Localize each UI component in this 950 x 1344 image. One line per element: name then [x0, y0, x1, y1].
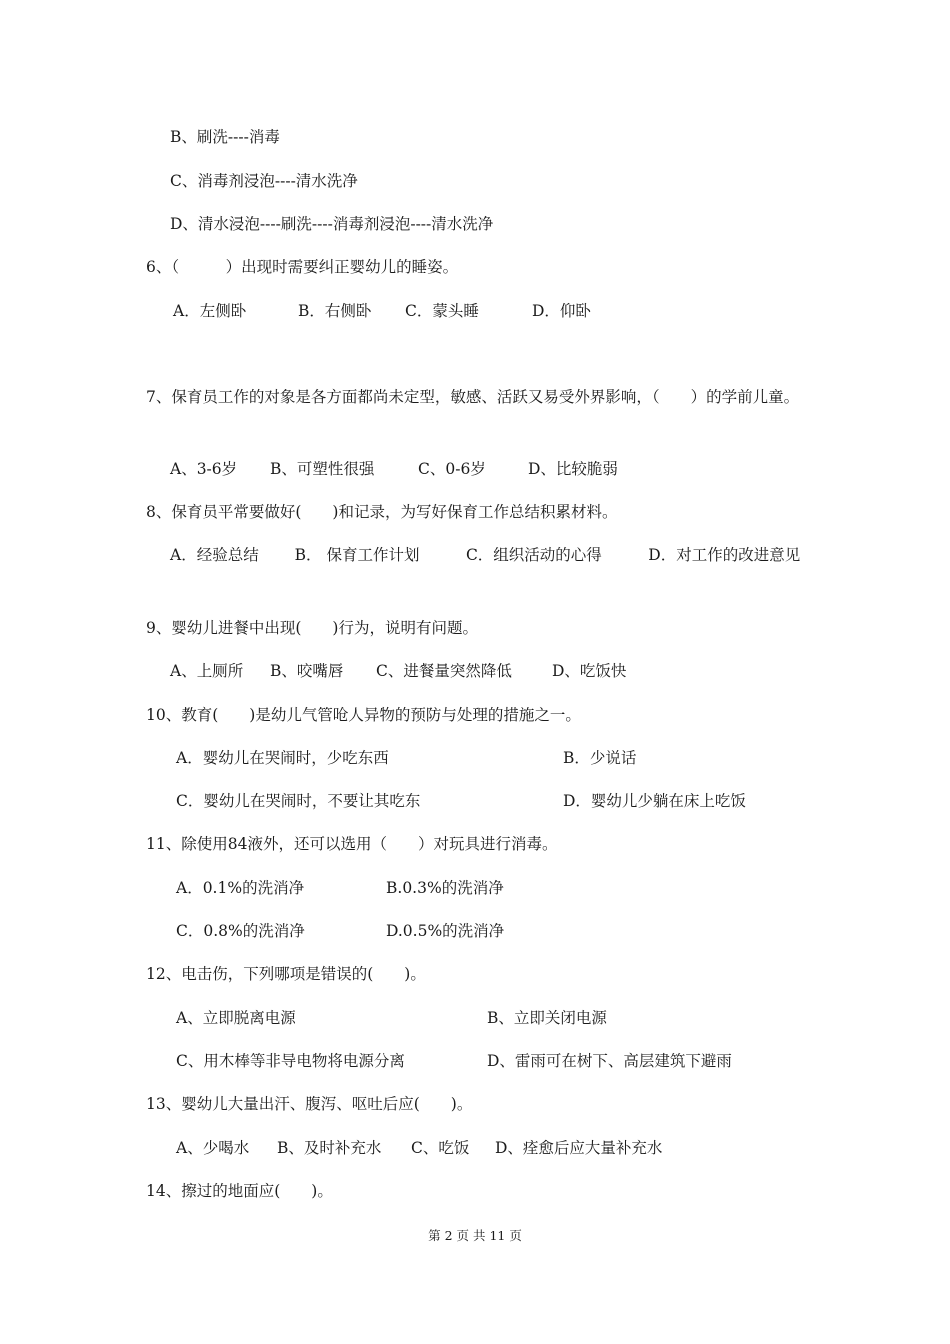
- question-13-option-a: A、少喝水: [176, 1139, 250, 1157]
- question-9-option-d: D、吃饭快: [552, 662, 627, 680]
- question-6-option-b: B．右侧卧: [298, 302, 372, 320]
- question-9-option-b: B、咬嘴唇: [270, 662, 344, 680]
- question-10-stem: 10、教育( )是幼儿气管呛人异物的预防与处理的措施之一。: [146, 706, 581, 724]
- question-13-option-d: D、痊愈后应大量补充水: [495, 1139, 663, 1157]
- question-13-option-b: B、及时补充水: [277, 1139, 382, 1157]
- question-7-stem: 7、保育员工作的对象是各方面都尚未定型，敏感、活跃又易受外界影响，（ ）的学前儿童。: [146, 388, 800, 406]
- question-13-stem: 13、婴幼儿大量出汗、腹泻、呕吐后应( )。: [146, 1095, 473, 1113]
- question-7-option-a: A、3-6岁: [170, 460, 238, 478]
- question-12-option-b: B、立即关闭电源: [487, 1009, 607, 1027]
- question-10-option-a: A．婴幼儿在哭闹时，少吃东西: [176, 749, 389, 767]
- question-7-option-b: B、可塑性很强: [270, 460, 375, 478]
- question-9-option-c: C、进餐量突然降低: [376, 662, 512, 680]
- question-12-option-d: D、雷雨可在树下、高层建筑下避雨: [487, 1052, 732, 1070]
- question-11-option-c: C．0.8%的洗消净: [176, 922, 305, 940]
- question-11-stem: 11、除使用84液外，还可以选用（ ）对玩具进行消毒。: [146, 835, 558, 853]
- question-12-option-c: C、用木棒等非导电物将电源分离: [176, 1052, 405, 1070]
- question-11-option-d: D.0.5%的洗消净: [386, 922, 505, 940]
- question-10-option-b: B．少说话: [563, 749, 637, 767]
- question-7-option-d: D、比较脆弱: [528, 460, 618, 478]
- question-13-option-c: C、吃饭: [411, 1139, 470, 1157]
- question-7-option-c: C、0-6岁: [418, 460, 486, 478]
- question-6-stem: 6、（ ）出现时需要纠正婴幼儿的睡姿。: [146, 258, 459, 276]
- question-11-option-b: B.0.3%的洗消净: [386, 879, 504, 897]
- question-14-stem: 14、擦过的地面应( )。: [146, 1182, 333, 1200]
- question-6-option-a: A．左侧卧: [173, 302, 247, 320]
- prev-option-c: C、消毒剂浸泡----清水洗净: [170, 172, 358, 190]
- question-11-option-a: A．0.1%的洗消净: [176, 879, 305, 897]
- question-10-option-d: D．婴幼儿少躺在床上吃饭: [563, 792, 746, 810]
- question-6-option-c: C．蒙头睡: [405, 302, 479, 320]
- question-12-option-a: A、立即脱离电源: [176, 1009, 296, 1027]
- prev-option-b: B、刷洗----消毒: [170, 128, 280, 146]
- question-12-stem: 12、电击伤，下列哪项是错误的( )。: [146, 965, 426, 983]
- page-number-footer: 第 2 页 共 11 页: [428, 1228, 522, 1243]
- question-10-option-c: C．婴幼儿在哭闹时，不要让其吃东: [176, 792, 421, 810]
- question-9-stem: 9、婴幼儿进餐中出现( )行为，说明有问题。: [146, 619, 478, 637]
- question-6-option-d: D．仰卧: [532, 302, 591, 320]
- question-9-option-a: A、上厕所: [170, 662, 244, 680]
- question-8-options: A．经验总结 B． 保育工作计划 C．组织活动的心得 D．对工作的改进意见: [170, 546, 801, 564]
- prev-option-d: D、清水浸泡----刷洗----消毒剂浸泡----清水洗净: [170, 215, 494, 233]
- question-8-stem: 8、保育员平常要做好( )和记录，为写好保育工作总结积累材料。: [146, 503, 618, 521]
